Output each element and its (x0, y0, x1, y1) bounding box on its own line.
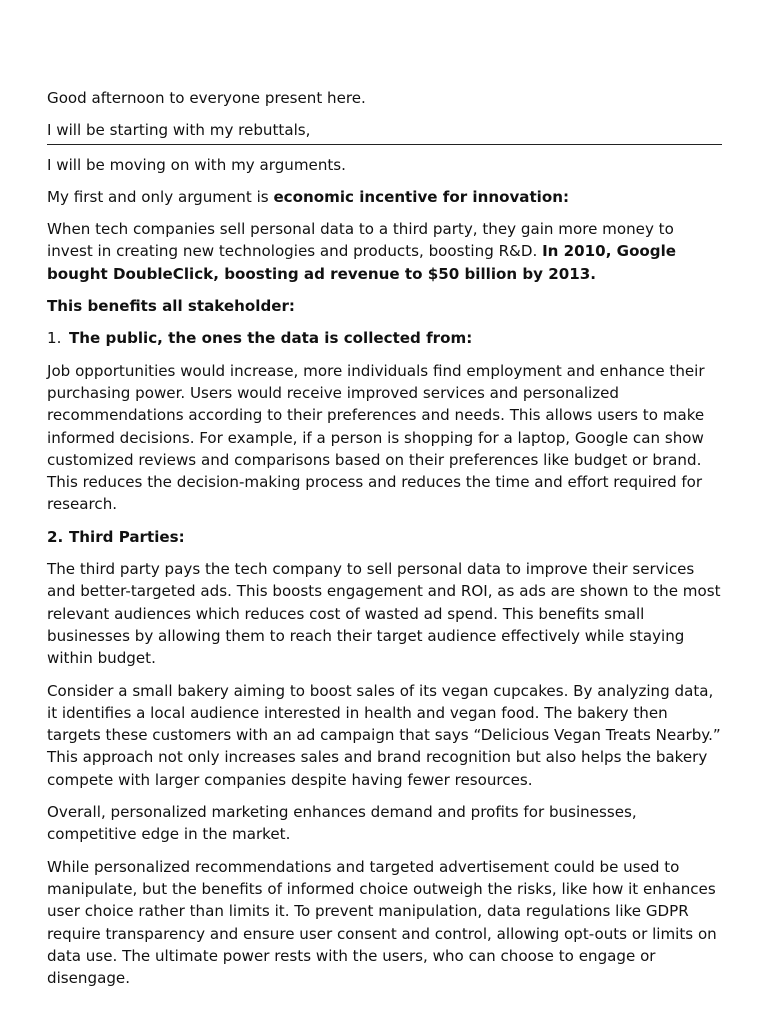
third-parties-paragraph: The third party pays the tech company to sell personal data to improve their services and better-targeted ads. This boosts engagement and ROI, as ads are shown to the most relevant audiences which reduces cost of wasted ad spend. This benefits small businesses by allowing them to reach their target audience effectively while staying within budget. (47, 560, 721, 668)
arguments-intro-paragraph: I will be moving on with my arguments. (47, 155, 346, 174)
public-heading: The public, the ones the data is collected from: (69, 329, 473, 348)
rd-paragraph-text: When tech companies sell personal data to a third party, they gain more money to invest in creating new technologies and products, boosting R&D. (47, 220, 674, 261)
argument-statement (47, 186, 723, 208)
rebuttals-intro-paragraph: I will be starting with my rebuttals, (47, 121, 311, 140)
overall-paragraph: Overall, personalized marketing enhances demand and profits for businesses, competitive edge in the market. (47, 803, 637, 844)
argument-title: economic incentive for innovation: (273, 187, 570, 206)
document-body (47, 87, 723, 999)
list-item-public (47, 327, 723, 349)
third-parties-heading: Third Parties: (69, 527, 185, 546)
list-number-1: 1. (47, 329, 62, 348)
public-paragraph: Job opportunities would increase, more individuals find employment and enhance their purchasing power. Users would receive improved services and personalized recommendations according to their preferences and needs. This allows users to make informed decisions. For example, if a person is shopping for a laptop, Google can show customized reviews and comparisons based on their preferences like budget or brand. This reduces the decision-making process and reduces the time and effort required for research. (47, 361, 705, 514)
rd-paragraph (47, 218, 723, 285)
stakeholder-heading-text: This benefits all stakeholder: (47, 297, 295, 316)
horizontal-rule (47, 144, 722, 145)
doubleclick-fact: In 2010, Google bought DoubleClick, boosting ad revenue to $50 billion by 2013. (47, 242, 677, 283)
list-item-third-parties (47, 526, 723, 548)
greeting-paragraph: Good afternoon to everyone present here. (47, 89, 366, 107)
argument-prefix: My first and only argument is (47, 187, 274, 206)
closing-paragraph: While personalized recommendations and targeted advertisement could be used to manipulate, but the benefits of informed choice outweigh the risks, like how it enhances user choice rather than limits it. To prevent manipulation, data regulations like GDPR require transparency and ensure user consent and control, allowing opt-outs or limits on data use. The ultimate power rests with the users, who can choose to engage or disengage. (47, 857, 717, 988)
stakeholder-heading (47, 295, 723, 317)
bakery-paragraph: Consider a small bakery aiming to boost sales of its vegan cupcakes. By analyzing data, it identifies a local audience interested in health and vegan food. The bakery then targets these customers with an ad campaign that says “Delicious Vegan Treats Nearby.” This approach not only increases sales and brand recognition but also helps the bakery compete with larger companies despite having fewer resources. (47, 681, 721, 789)
list-number-2: 2. (47, 527, 64, 546)
